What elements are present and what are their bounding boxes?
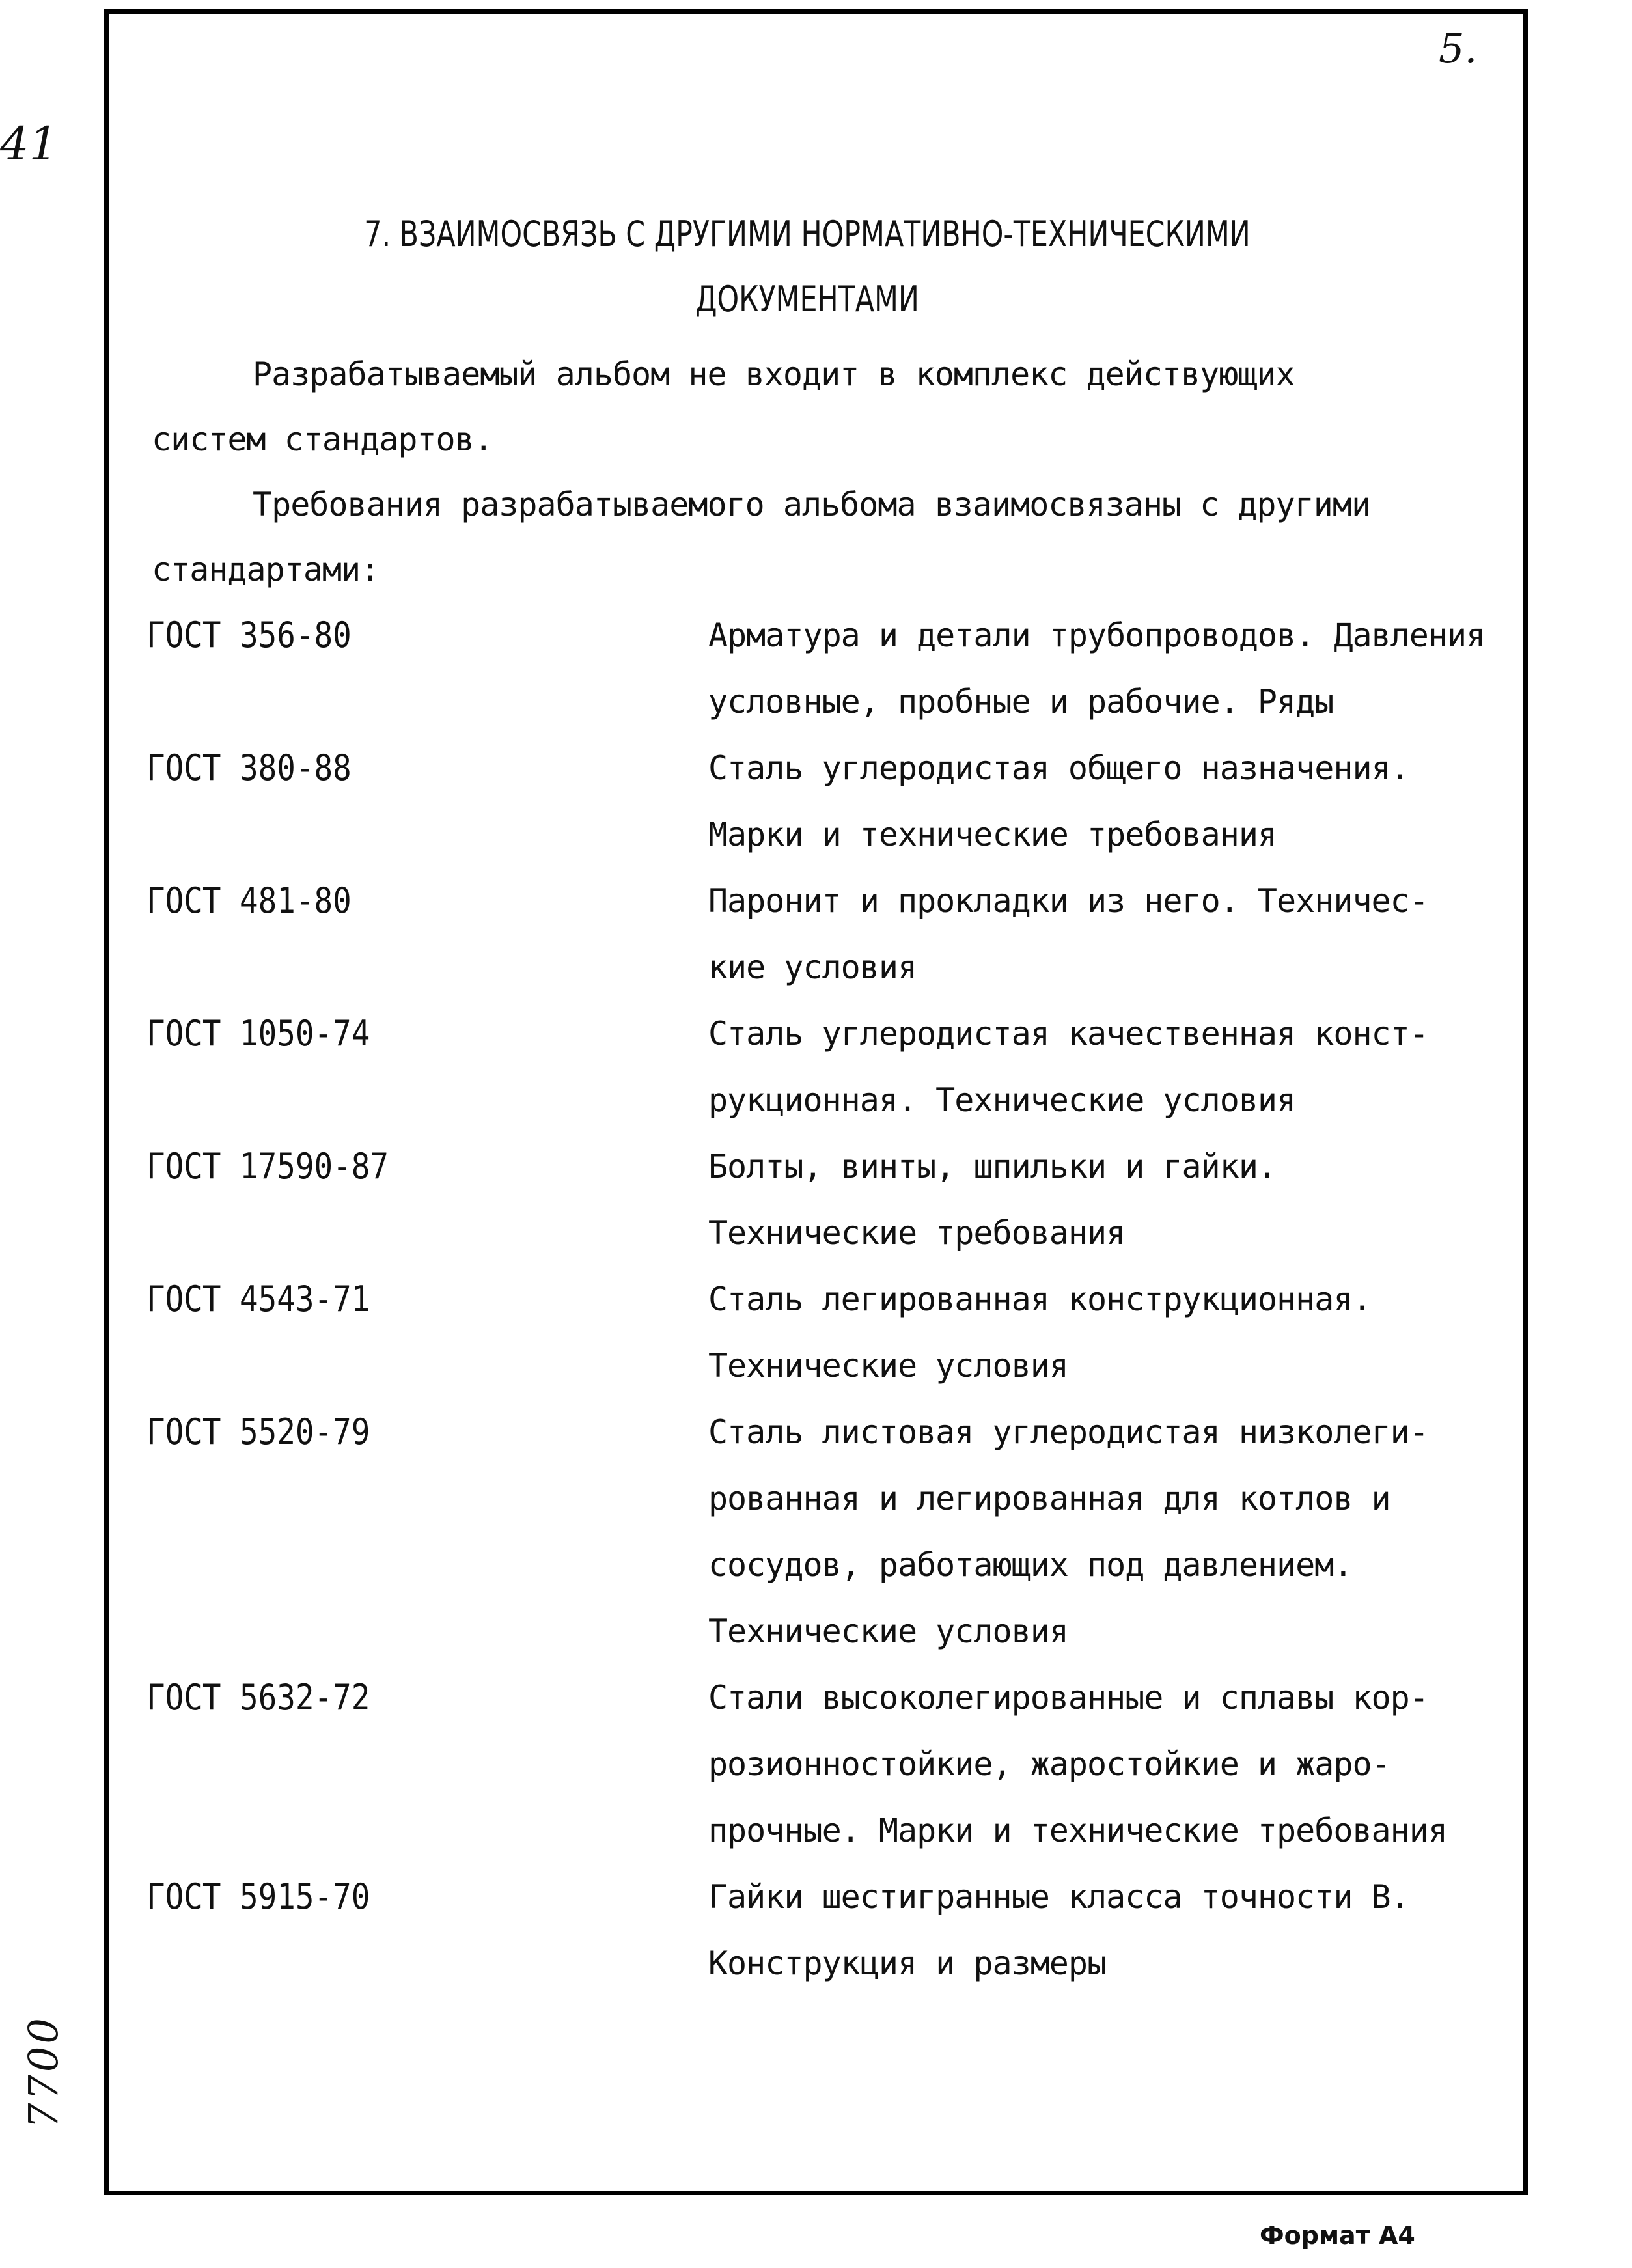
standard-description (708, 868, 1514, 1001)
standard-row (146, 868, 1514, 1001)
standard-description-line: Гайки шестигранные класса точности В. (708, 1878, 1409, 1916)
standard-description-line: сосудов, работающих под давлением. (708, 1546, 1353, 1584)
standard-description-line: Сталь листовая углеродистая низколеги- (708, 1413, 1428, 1451)
heading-line-2: ДОКУМЕНТАМИ (695, 279, 919, 320)
margin-note: 41 (0, 117, 59, 171)
standard-description-line: прочные. Марки и технические требования (708, 1812, 1447, 1849)
standard-description (708, 1133, 1514, 1266)
standard-row (146, 602, 1514, 735)
standard-description-line: Стали высоколегированные и сплавы кор- (708, 1679, 1428, 1717)
standard-description-line: Технические условия (708, 1347, 1068, 1385)
standard-code: ГОСТ 5915-70 (146, 1876, 370, 1917)
standard-description-line: Технические условия (708, 1612, 1068, 1650)
standard-code: ГОСТ 4543-71 (146, 1279, 370, 1320)
standard-row (146, 1001, 1514, 1133)
standard-description (708, 1001, 1514, 1133)
standard-row (146, 1399, 1514, 1665)
standard-description (708, 602, 1514, 735)
format-label: Формат А4 (1260, 2221, 1415, 2250)
intro-p1-line-1: Разрабатываемый альбом не входит в комплекс действующих (253, 355, 1295, 393)
standard-description-line: Марки и технические требования (708, 816, 1277, 853)
standard-description-line: кие условия (708, 948, 917, 986)
intro-p1-line-2: систем стандартов. (152, 421, 493, 458)
standard-code: ГОСТ 5632-72 (146, 1677, 370, 1718)
standard-description-line: Конструкция и размеры (708, 1944, 1107, 1982)
standard-description (708, 735, 1514, 868)
standard-description (708, 1665, 1514, 1864)
standard-description-line: Сталь углеродистая общего назначения. (708, 749, 1409, 787)
standard-row (146, 1864, 1514, 1997)
standard-code: ГОСТ 356-80 (146, 615, 352, 656)
standard-description-line: Паронит и прокладки из него. Техничес- (708, 882, 1428, 920)
standard-description-line: Сталь легированная конструкционная. (708, 1280, 1372, 1318)
heading-line-1: 7. ВЗАИМОСВЯЗЬ С ДРУГИМИ НОРМАТИВНО-ТЕХНИЧЕСКИМИ (364, 214, 1251, 255)
standard-description-line: Сталь углеродистая качественная конст- (708, 1015, 1428, 1053)
standard-row (146, 1266, 1514, 1399)
intro-p2-line-2: стандартами: (152, 551, 380, 588)
standard-description-line: рованная и легированная для котлов и (708, 1480, 1390, 1517)
page-number: 5. (1439, 25, 1478, 72)
intro-paragraph-2 (152, 472, 1454, 602)
standard-description (708, 1864, 1514, 1997)
standard-code: ГОСТ 17590-87 (146, 1146, 389, 1187)
standard-row (146, 1665, 1514, 1864)
standard-code: ГОСТ 5520-79 (146, 1411, 370, 1452)
standard-description-line: рукционная. Технические условия (708, 1081, 1296, 1119)
standards-list (146, 602, 1514, 1997)
intro-paragraph-1 (152, 342, 1454, 472)
standard-row (146, 1133, 1514, 1266)
standard-code: ГОСТ 481-80 (146, 880, 352, 921)
standard-description-line: Болты, винты, шпильки и гайки. (708, 1148, 1277, 1185)
section-heading (234, 202, 1380, 332)
standard-description-line: Арматура и детали трубопроводов. Давления (708, 616, 1486, 654)
standard-description-line: Технические требования (708, 1214, 1126, 1252)
standard-description-line: условные, пробные и рабочие. Ряды (708, 683, 1334, 721)
standard-row (146, 735, 1514, 868)
standard-code: ГОСТ 1050-74 (146, 1013, 370, 1054)
standard-description-line: розионностойкие, жаростойкие и жаро- (708, 1745, 1390, 1783)
standard-description (708, 1399, 1514, 1665)
intro-p2-line-1: Требования разрабатываемого альбома взаимосвязаны с другими (253, 486, 1371, 523)
standard-description (708, 1266, 1514, 1399)
inventory-number: 7700 (20, 2015, 67, 2129)
standard-code: ГОСТ 380-88 (146, 747, 352, 788)
